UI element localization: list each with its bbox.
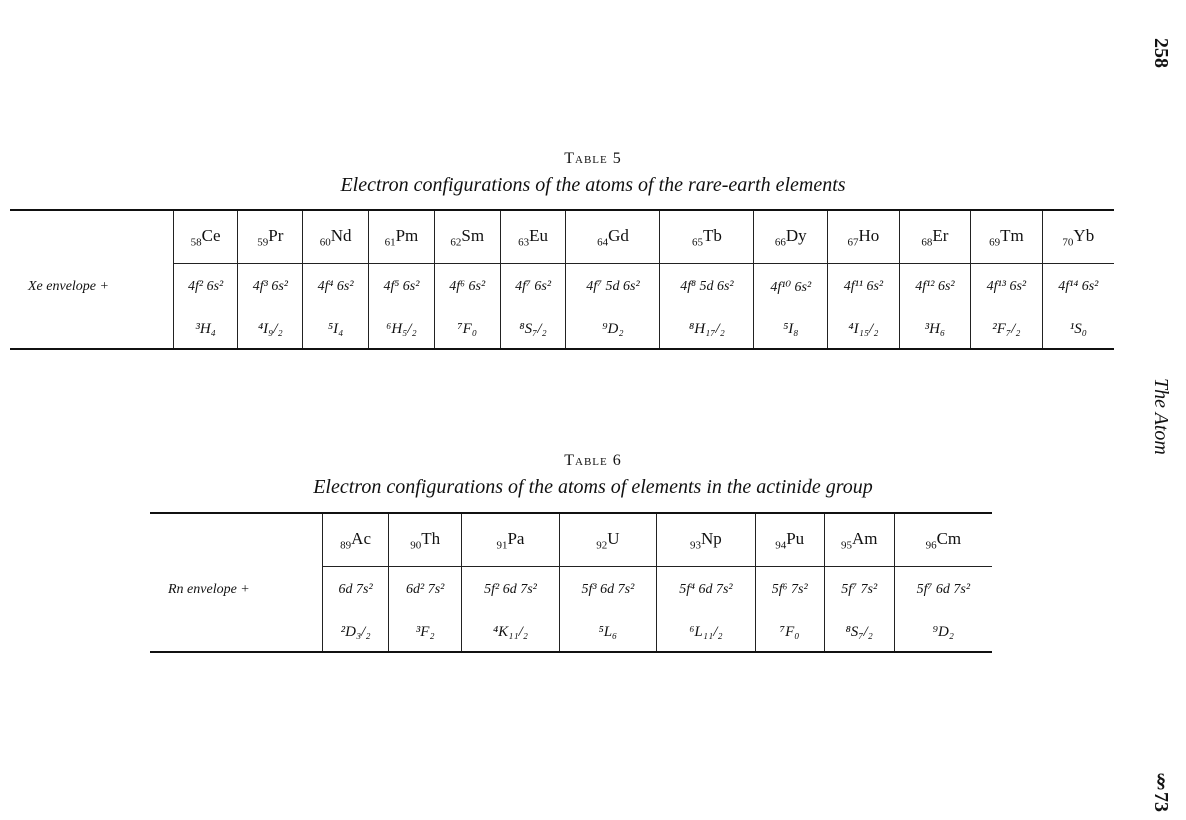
element-header [566, 210, 660, 264]
electron-configuration: 5f⁷ 6d 7s² [894, 567, 992, 614]
element-header [559, 513, 656, 567]
electron-configuration: 4f³ 6s² [238, 264, 303, 311]
table6-row-label: Rn envelope + [168, 581, 250, 597]
element-symbol: Np [701, 528, 722, 548]
table6 [150, 512, 992, 653]
electron-configuration: 4f¹³ 6s² [971, 264, 1042, 311]
electron-configuration: 5f⁷ 7s² [824, 567, 894, 614]
electron-configuration: 4f¹¹ 6s² [828, 264, 899, 311]
table5 [10, 209, 1114, 350]
ground-term: ⁵L₆ [559, 613, 656, 652]
electron-configuration: 4f¹² 6s² [899, 264, 970, 311]
ground-term: ³H₄ [173, 310, 238, 349]
table5-row-label: Xe envelope + [28, 278, 109, 294]
atomic-number: 66 [774, 236, 786, 249]
element-symbol: Yb [1073, 225, 1095, 245]
ground-term: ⁹D₂ [566, 310, 660, 349]
element-header [660, 210, 754, 264]
element-symbol: Ac [351, 528, 371, 548]
element-symbol: Er [932, 225, 949, 245]
electron-configuration: 5f³ 6d 7s² [559, 567, 656, 614]
ground-term: ⁵I₈ [754, 310, 828, 349]
electron-configuration: 4f¹⁰ 6s² [754, 264, 828, 311]
table6-label: Table 6 [564, 452, 622, 469]
ground-term: ³F₂ [389, 613, 462, 652]
electron-configuration: 5f² 6d 7s² [462, 567, 559, 614]
atomic-number: 95 [840, 539, 852, 552]
element-header [894, 513, 992, 567]
atomic-number: 94 [775, 539, 787, 552]
element-header [389, 513, 462, 567]
element-header [303, 210, 369, 264]
element-header [828, 210, 899, 264]
table5-header-row [10, 210, 1114, 264]
element-header [899, 210, 970, 264]
element-header [238, 210, 303, 264]
ground-term: ³H₆ [899, 310, 970, 349]
atomic-number: 69 [989, 236, 1001, 249]
element-symbol: Pm [395, 225, 419, 245]
element-header [500, 210, 566, 264]
element-header [462, 513, 559, 567]
table6-config-row [150, 567, 992, 614]
electron-configuration: 6d 7s² [323, 567, 389, 614]
ground-term: ⁴I₁₅/₂ [828, 310, 899, 349]
element-symbol: Dy [785, 225, 807, 245]
electron-configuration: 6d² 7s² [389, 567, 462, 614]
element-header [755, 513, 824, 567]
ground-term: ⁴I₉/₂ [238, 310, 303, 349]
element-symbol: Cm [936, 528, 962, 548]
ground-term: ⁸S₇/₂ [500, 310, 566, 349]
table5-label: Table 5 [564, 150, 622, 167]
electron-configuration: 4f⁴ 6s² [303, 264, 369, 311]
table5-corner-cell [10, 210, 173, 264]
element-header [434, 210, 500, 264]
element-symbol: Pr [268, 225, 284, 245]
element-header [754, 210, 828, 264]
atomic-number: 62 [450, 236, 462, 249]
atomic-number: 93 [690, 539, 701, 552]
element-symbol: Ce [201, 225, 221, 245]
element-symbol: U [607, 528, 620, 548]
ground-term: ⁴K₁₁/₂ [462, 613, 559, 652]
element-symbol: Pa [507, 528, 525, 548]
element-header [657, 513, 756, 567]
table6-caption [0, 452, 1186, 499]
electron-configuration: 4f² 6s² [173, 264, 238, 311]
table6-corner-cell [150, 513, 323, 567]
atomic-number: 91 [496, 539, 508, 552]
element-symbol: Pu [786, 528, 805, 548]
ground-term: ⁶L₁₁/₂ [657, 613, 756, 652]
ground-term: ⁷F₀ [755, 613, 824, 652]
electron-configuration: 4f⁵ 6s² [369, 264, 435, 311]
table6-term-row [150, 613, 992, 652]
ground-term: ⁷F₀ [434, 310, 500, 349]
ground-term: ⁶H₅/₂ [369, 310, 435, 349]
electron-configuration: 5f⁴ 6d 7s² [657, 567, 756, 614]
ground-term: ¹S₀ [1042, 310, 1114, 349]
element-symbol: Ho [858, 225, 880, 245]
atomic-number: 59 [257, 236, 269, 249]
table6-header-row [150, 513, 992, 567]
table6-title: Electron configurations of the atoms of elements in the actinide group [313, 476, 873, 498]
element-header [323, 513, 389, 567]
electron-configuration: 4f⁷ 5d 6s² [566, 264, 660, 311]
atomic-number: 90 [410, 539, 422, 552]
table5-config-row [10, 264, 1114, 311]
element-symbol: Gd [608, 225, 629, 245]
element-symbol: Tm [1000, 225, 1024, 245]
table5-title: Electron configurations of the atoms of the rare-earth elements [340, 174, 846, 196]
element-symbol: Th [421, 528, 441, 548]
element-symbol: Nd [330, 225, 352, 245]
ground-term: ²F₇/₂ [971, 310, 1042, 349]
ground-term: ⁹D₂ [894, 613, 992, 652]
element-header [173, 210, 238, 264]
element-header [971, 210, 1042, 264]
table5-caption [0, 150, 1186, 197]
element-header [369, 210, 435, 264]
ground-term: ⁸H₁₇/₂ [660, 310, 754, 349]
atomic-number: 58 [190, 236, 202, 249]
element-symbol: Tb [702, 225, 722, 245]
element-header [824, 513, 894, 567]
atomic-number: 96 [925, 539, 937, 552]
atomic-number: 65 [691, 236, 703, 249]
electron-configuration: 4f⁶ 6s² [434, 264, 500, 311]
element-symbol: Sm [461, 225, 485, 245]
element-symbol: Am [851, 528, 878, 548]
atomic-number: 60 [319, 236, 331, 249]
table5-term-spacer [10, 310, 173, 349]
electron-configuration: 4f¹⁴ 6s² [1042, 264, 1114, 311]
electron-configuration: 5f⁶ 7s² [755, 567, 824, 614]
page-number: 258 [1150, 38, 1172, 68]
electron-configuration: 4f⁷ 6s² [500, 264, 566, 311]
atomic-number: 70 [1062, 236, 1074, 249]
atomic-number: 64 [597, 236, 609, 249]
table5-term-row [10, 310, 1114, 349]
element-symbol: Eu [529, 225, 548, 245]
atomic-number: 63 [518, 236, 530, 249]
running-head: The Atom [1150, 378, 1172, 455]
section-mark: §73 [1150, 770, 1172, 812]
atomic-number: 92 [596, 539, 608, 552]
electron-configuration: 4f⁸ 5d 6s² [660, 264, 754, 311]
table6-term-spacer [150, 613, 323, 652]
atomic-number: 67 [847, 236, 859, 249]
element-header [1042, 210, 1114, 264]
ground-term: ⁵I₄ [303, 310, 369, 349]
ground-term: ⁸S₇/₂ [824, 613, 894, 652]
ground-term: ²D₃/₂ [323, 613, 389, 652]
atomic-number: 68 [921, 236, 933, 249]
atomic-number: 89 [340, 539, 352, 552]
atomic-number: 61 [384, 236, 396, 249]
